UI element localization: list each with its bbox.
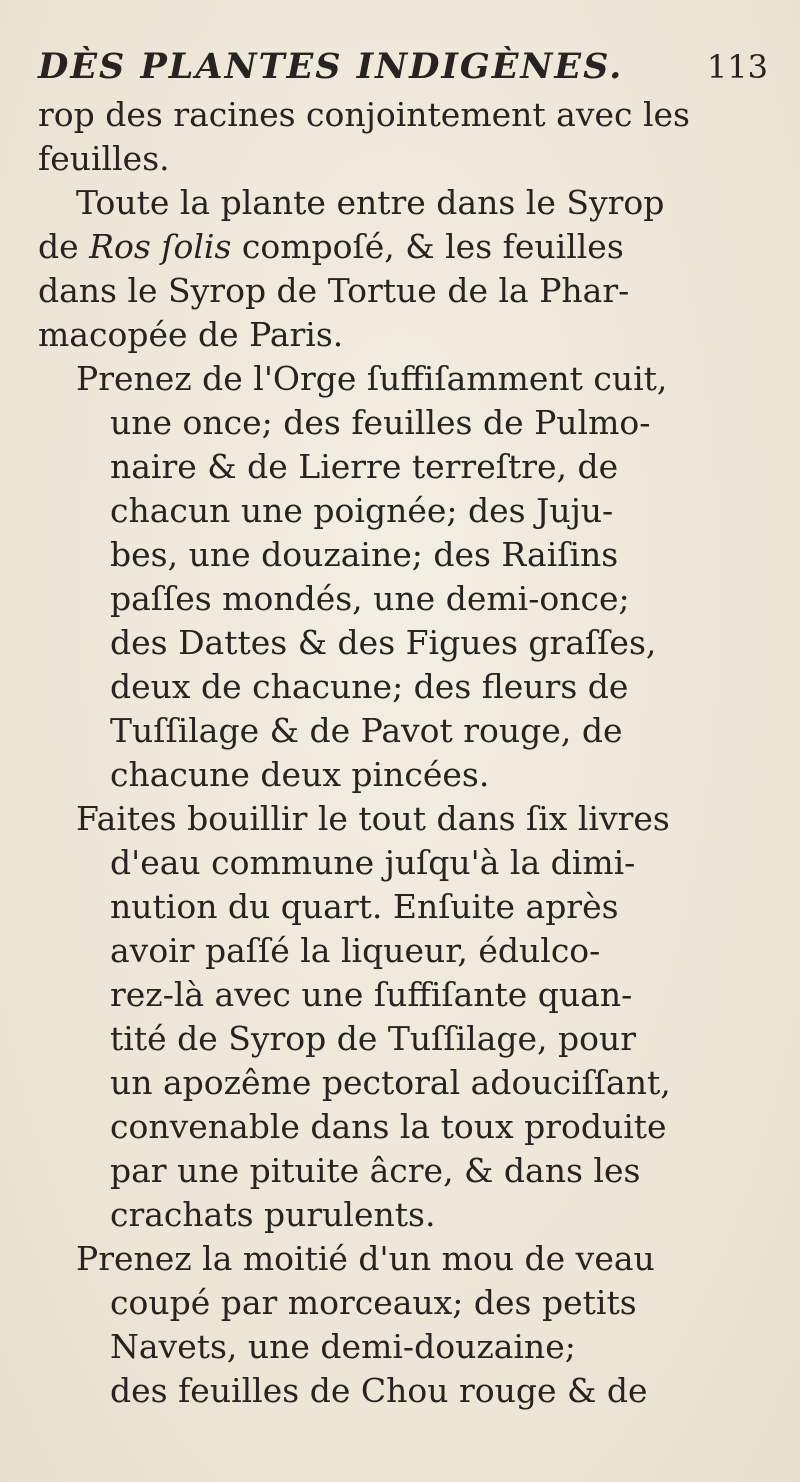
text-line: convenable dans la toux produite [110,1107,667,1146]
text-line: par une pituite âcre, & dans les [110,1151,641,1190]
text-line: macopée de Paris. [38,315,344,354]
text-line: Tuſſilage & de Pavot rouge, de [110,711,623,750]
text-line: paſſes mondés, une demi-once; [110,579,630,618]
text-line: bes, une douzaine; des Raiſins [110,535,619,574]
text-line: rop des racines conjointement avec les [38,95,690,134]
text-line: Toute la plante entre dans le Syrop [76,183,665,222]
text-line: nution du quart. Enſuite après [110,887,619,926]
text-line: Prenez de l'Orge ſuffiſamment cuit, [76,359,668,398]
page-number: 113 [706,48,768,86]
text-line: deux de chacune; des fleurs de [110,667,629,706]
text-line: Navets, une demi-douzaine; [110,1327,576,1366]
text-line: Prenez la moitié d'un mou de veau [76,1239,655,1278]
text-line: d'eau commune juſqu'à la dimi- [110,843,636,882]
text-line: des feuilles de Chou rouge & de [110,1371,648,1410]
running-title: DÈS PLANTES INDIGÈNES. [38,46,624,87]
text-line: crachats purulents. [110,1195,436,1234]
text-line: naire & de Lierre terreſtre, de [110,447,619,486]
text-segment: compoſé, & les feuilles [231,227,624,266]
text-line [38,225,624,269]
text-line: Faites bouillir le tout dans ſix livres [76,799,670,838]
text-line: un apozême pectoral adouciſſant, [110,1063,671,1102]
text-line: tité de Syrop de Tuſſilage, pour [110,1019,637,1058]
italic-plant-name: Ros ſolis [89,227,232,266]
text-line: coupé par morceaux; des petits [110,1283,637,1322]
text-line: une once; des feuilles de Pulmo- [110,403,651,442]
page-header [38,42,768,92]
text-line: des Dattes & des Figues graſſes, [110,623,657,662]
text-line: chacune deux pincées. [110,755,490,794]
text-line: feuilles. [38,139,170,178]
text-line: rez-là avec une ſuffiſante quan- [110,975,633,1014]
text-line: chacun une poignée; des Juju- [110,491,614,530]
text-line: dans le Syrop de Tortue de la Phar- [38,271,630,310]
text-segment: de [38,227,90,266]
text-line: avoir paſſé la liqueur, édulco- [110,931,601,970]
